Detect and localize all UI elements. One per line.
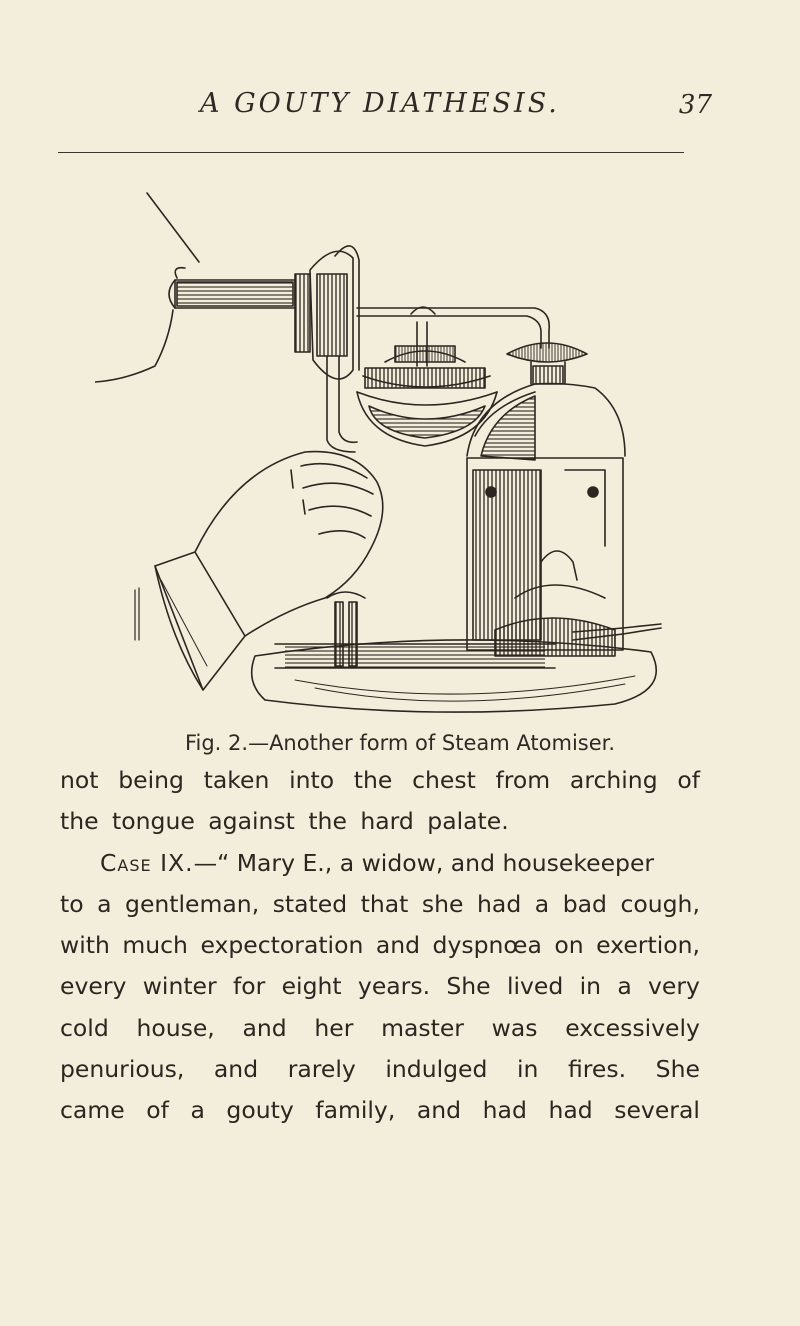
word: family, <box>315 1096 396 1125</box>
word: exertion, <box>596 931 700 960</box>
word: house, <box>136 1013 215 1042</box>
word: had <box>482 1096 527 1125</box>
word: a <box>97 889 112 918</box>
line-3-text <box>100 843 654 884</box>
word: rarely <box>287 1055 356 1084</box>
word: into <box>289 766 335 794</box>
word: gentleman, <box>125 889 260 918</box>
word: a <box>190 1096 205 1125</box>
word: a <box>534 889 550 918</box>
word: and <box>416 1096 462 1125</box>
line-2-text: the tongue against the hard palate. <box>60 807 509 836</box>
word: stated <box>272 889 348 918</box>
word: dyspnœa <box>432 931 542 960</box>
steam-atomiser-illustration <box>95 170 695 730</box>
body-line-1 <box>60 760 700 801</box>
word: She <box>655 1055 700 1084</box>
word: master <box>381 1013 464 1042</box>
word: being <box>118 766 184 794</box>
line-8-text <box>60 1049 700 1090</box>
word: lived <box>506 972 564 1001</box>
word: had <box>477 889 522 918</box>
running-head <box>60 88 750 128</box>
line-7-text <box>60 1008 700 1049</box>
word: a <box>617 972 632 1001</box>
word: every <box>60 972 127 1001</box>
word: she <box>421 889 464 918</box>
line-6-text <box>60 966 700 1007</box>
word: in <box>579 972 602 1001</box>
word: cough, <box>620 889 700 918</box>
figure-caption: Fig. 2.—Another form of Steam Atomiser. <box>184 731 616 755</box>
word: taken <box>203 766 270 794</box>
body-line-2 <box>60 801 700 842</box>
line-1-text <box>60 760 700 801</box>
body-line-7 <box>60 1008 700 1049</box>
word: bad <box>562 889 607 918</box>
word: penurious, <box>60 1055 185 1084</box>
word: on <box>554 931 584 960</box>
body-line-6 <box>60 966 700 1007</box>
body-line-8 <box>60 1049 700 1090</box>
word: several <box>614 1096 700 1125</box>
case-label: Case IX. <box>100 848 194 877</box>
atomiser-engraving <box>95 170 695 730</box>
word: years. <box>357 972 431 1001</box>
word: gouty <box>226 1096 294 1125</box>
word: and <box>213 1055 259 1084</box>
word: She <box>446 972 491 1001</box>
word: chest <box>412 766 476 794</box>
line-5-text <box>60 925 700 966</box>
body-paragraphs <box>60 760 700 1132</box>
word: much <box>122 931 188 960</box>
word: was <box>491 1013 538 1042</box>
line-9-text <box>60 1090 700 1131</box>
word: to <box>60 889 84 918</box>
body-line-4 <box>60 884 700 925</box>
word: arching <box>569 766 658 794</box>
word: winter <box>142 972 217 1001</box>
running-title: A GOUTY DIATHESIS. <box>200 88 560 119</box>
word: and <box>242 1013 287 1042</box>
word: and <box>375 931 421 960</box>
word: from <box>495 766 551 794</box>
page-number: 37 <box>678 90 712 120</box>
word: of <box>677 766 700 794</box>
word: that <box>360 889 409 918</box>
body-line-9 <box>60 1090 700 1131</box>
word: her <box>314 1013 354 1042</box>
body-line-3 <box>60 843 700 884</box>
word: in <box>516 1055 539 1084</box>
word: came <box>60 1096 125 1125</box>
word: with <box>60 931 110 960</box>
word: indulged <box>385 1055 488 1084</box>
body-line-5 <box>60 925 700 966</box>
word: expectoration <box>200 931 364 960</box>
word: not <box>60 766 99 794</box>
word: eight <box>281 972 342 1001</box>
word: excessively <box>565 1013 700 1042</box>
word: fires. <box>567 1055 627 1084</box>
word: very <box>648 972 700 1001</box>
word: for <box>232 972 266 1001</box>
line-4-text <box>60 884 700 925</box>
word: had <box>548 1096 593 1125</box>
word: of <box>146 1096 169 1125</box>
header-rule <box>58 152 684 153</box>
word: cold <box>60 1013 109 1042</box>
line-3-rest: —“ Mary E., a widow, and housekeeper <box>193 848 655 877</box>
word: the <box>353 766 393 794</box>
